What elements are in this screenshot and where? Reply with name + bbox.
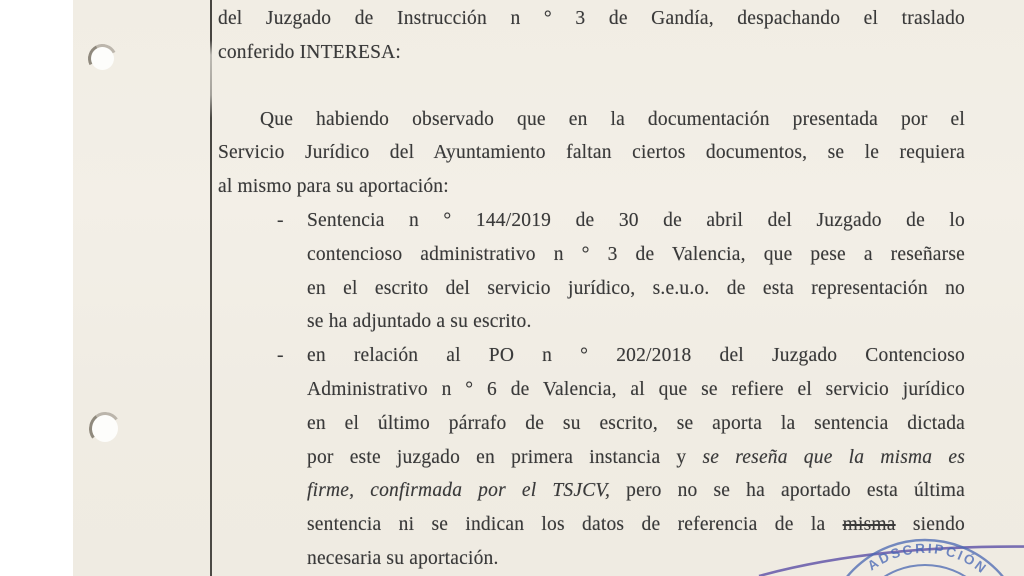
left-binding-rule (210, 0, 212, 576)
requirement-item-1 (218, 204, 965, 339)
dash-bullet: - (277, 345, 284, 367)
text-line: necesaria su aportación. (307, 547, 499, 569)
text-line (307, 508, 965, 542)
requirement-item-2 (218, 339, 965, 576)
italic-text-segment: firme, confirmada por el TSJCV, (307, 480, 611, 502)
punch-hole-top (91, 47, 114, 70)
text-line: del Juzgado de Instrucción n ° 3 de Gandía, despachando el traslado (218, 8, 965, 29)
document-text (218, 2, 965, 576)
paragraph-intro (218, 2, 965, 70)
text-line: se ha adjuntado a su escrito. (307, 311, 532, 333)
text-line: Administrativo n ° 6 de Valencia, al que se refiere el servicio jurídico (307, 378, 965, 400)
text-segment: pero no se ha aportado esta última (626, 480, 966, 502)
text-segment: por este juzgado en primera instancia y (307, 446, 687, 468)
text-line: contencioso administrativo n ° 3 de Valencia, que pese a reseñarse (307, 243, 965, 265)
paper-sheet (73, 0, 1024, 576)
text-line (307, 474, 965, 508)
text-line (307, 441, 965, 475)
text-line: Servicio Jurídico del Ayuntamiento faltan ciertos documentos, se le requiera (218, 142, 965, 164)
stamp-arc-label: ADSCRIPCIÓN (864, 540, 991, 576)
text-line: Que habiendo observado que en la documentación presentada por el (260, 108, 965, 130)
text-segment: siendo (912, 514, 966, 536)
struck-through-word: misma (842, 514, 896, 536)
dash-bullet: - (277, 209, 284, 231)
text-line: en el último párrafo de su escrito, se aporta la sentencia dictada (307, 412, 965, 434)
text-line: en relación al PO n ° 202/2018 del Juzgado Contencioso (307, 345, 965, 367)
paragraph-body (218, 103, 965, 204)
text-segment: sentencia ni se indican los datos de referencia de la (307, 514, 826, 536)
text-line: en el escrito del servicio jurídico, s.e.u.o. de esta representación no (307, 277, 965, 299)
text-line: conferido INTERESA: (218, 41, 402, 63)
italic-text-segment: se reseña que la misma es (702, 446, 966, 468)
text-line: Sentencia n ° 144/2019 de 30 de abril del Juzgado de lo (307, 209, 965, 231)
text-line: al mismo para su aportación: (218, 176, 449, 198)
punch-hole-bottom (92, 415, 118, 442)
